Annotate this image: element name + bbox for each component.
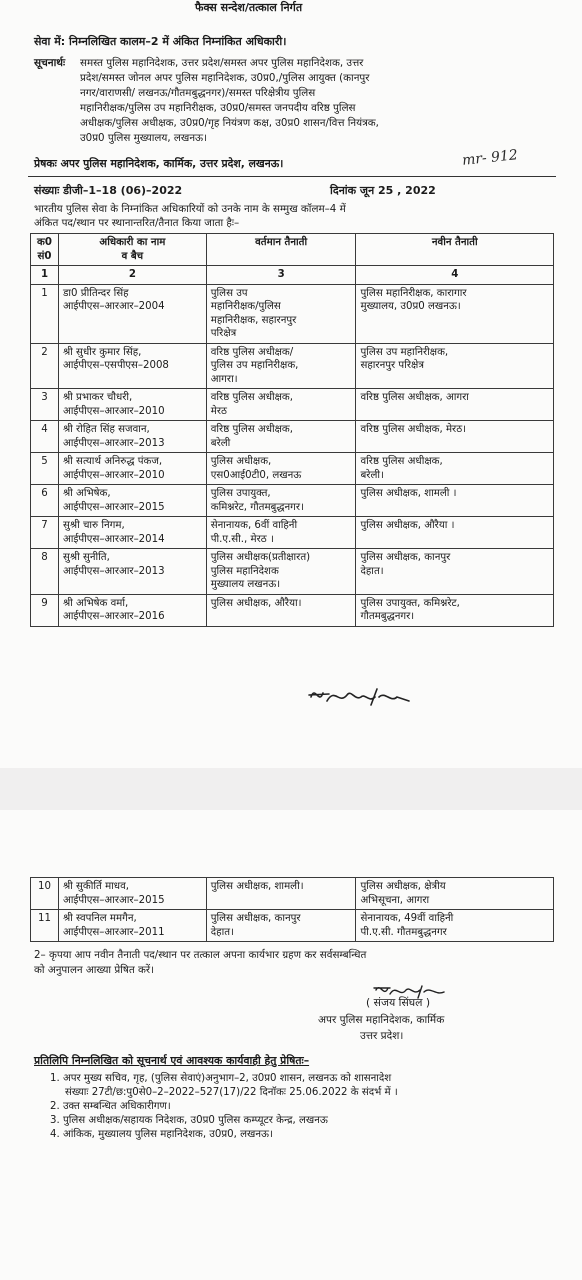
- cell-new-posting: [356, 421, 554, 453]
- header-serial: क0 सं0: [31, 234, 59, 266]
- header-new-posting: नवीन तैनाती: [356, 234, 554, 266]
- cell-current-posting: [206, 549, 356, 595]
- cell-serial: [31, 453, 59, 485]
- cell-text: 3: [41, 392, 48, 403]
- cell-text: पुलिस उप महानिरीक्षक,: [210, 360, 299, 371]
- cell-text: पुलिस उपायुक्त,: [210, 488, 271, 499]
- cell-text: पुलिस उप: [210, 287, 248, 299]
- handwritten-note: mr- 912: [461, 147, 519, 169]
- cell-current-posting: [206, 421, 356, 453]
- cell-text: मेरठ: [210, 405, 227, 417]
- copy-to-list: [50, 1072, 398, 1142]
- signatory-designation: अपर पुलिस महानिदेशक, कार्मिक: [318, 1014, 445, 1026]
- table-row: [31, 878, 554, 910]
- cell-new-posting: [356, 549, 554, 595]
- cell-text: पुलिस अधीक्षक,: [210, 456, 272, 467]
- cell-text: आईपीएस–एसपीएस–2008: [62, 360, 169, 371]
- cell-current-posting: [206, 517, 356, 549]
- cell-serial: [31, 549, 59, 595]
- table-row: [31, 517, 554, 549]
- cell-serial: [31, 910, 59, 942]
- column-number: 2: [58, 266, 206, 285]
- table-header-row: [31, 234, 554, 266]
- transfer-table: [30, 233, 554, 627]
- suchnarth-line: नगर/वाराणसी/ लखनऊ/गौतमबुद्धनगर)/समस्त परिक्षेत्रीय पुलिस: [80, 87, 316, 99]
- cell-text: कमिश्नरेट, गौतमबुद्धनगर।: [210, 501, 304, 513]
- cell-officer-name: [58, 343, 206, 389]
- table-row: [31, 453, 554, 485]
- cell-text: बरेली: [210, 437, 231, 449]
- cell-text: पुलिस अधीक्षक, कानपुर: [210, 913, 301, 924]
- cell-text: श्री प्रभाकर चौधरी,: [62, 392, 133, 403]
- cell-text: 7: [41, 520, 48, 531]
- cell-text: मुख्यालय, उ0प्र0 लखनऊ।: [360, 301, 461, 312]
- cell-text: श्री अभिषेक वर्मा,: [62, 597, 129, 609]
- cell-text: 9: [41, 597, 48, 609]
- header-current-posting: वर्तमान तैनाती: [206, 234, 356, 266]
- cell-text: पुलिस अधीक्षक, क्षेत्रीय: [360, 881, 446, 892]
- date-line: दिनांक जून 25 , 2022: [330, 184, 436, 197]
- cell-new-posting: [356, 517, 554, 549]
- column-number: 1: [31, 266, 59, 285]
- cell-current-posting: [206, 453, 356, 485]
- cell-officer-name: [58, 517, 206, 549]
- cell-serial: [31, 421, 59, 453]
- cell-text: पुलिस अधीक्षक, शामली ।: [360, 488, 457, 499]
- cell-text: वरिष्ठ पुलिस अधीक्षक,: [360, 456, 443, 467]
- table-row: [31, 389, 554, 421]
- cell-text: 8: [41, 552, 48, 563]
- copy-to-item: 3. पुलिस अधीक्षक/सहायक निदेशक, उ0प्र0 पुलिस कम्प्यूटर केन्द्र, लखनऊ: [50, 1115, 328, 1126]
- suchnarth-recipients: [80, 56, 550, 146]
- copy-to-item: 4. आंकिक, मुख्यालय पुलिस महानिदेशक, उ0प्र0, लखनऊ।: [50, 1129, 273, 1140]
- cell-text: 2: [41, 346, 48, 358]
- cell-new-posting: [356, 878, 554, 910]
- column-number: 3: [206, 266, 356, 285]
- cell-text: आईपीएस–आरआर–2014: [62, 533, 165, 545]
- cell-text: आईपीएस–आरआर–2004: [62, 301, 165, 312]
- cell-text: 1: [41, 287, 48, 299]
- cell-text: श्री सत्यार्थ अनिरुद्ध पंकज,: [62, 456, 163, 467]
- cell-new-posting: [356, 284, 554, 343]
- cell-serial: [31, 594, 59, 626]
- cell-officer-name: [58, 389, 206, 421]
- cell-current-posting: [206, 485, 356, 517]
- cell-text: वरिष्ठ पुलिस अधीक्षक, मेरठ।: [360, 424, 466, 435]
- header-officer-name: अधिकारी का नाम व बैच: [58, 234, 206, 266]
- cell-text: श्री स्वपनिल ममगैन,: [62, 913, 137, 924]
- signatory-place: उत्तर प्रदेश।: [360, 1030, 404, 1042]
- suchnarth-line: महानिरीक्षक/पुलिस उप महानिरीक्षक, उ0प्र0/समस्त जनपदीय वरिष्ठ पुलिस: [80, 102, 356, 114]
- table-row: [31, 910, 554, 942]
- suchnarth-line: प्रदेश/समस्त जोनल अपर पुलिस महानिदेशक, उ0प्र0,/पुलिस आयुक्त (कानपुर: [80, 72, 370, 84]
- cell-text: पुलिस उपायुक्त, कमिश्नरेट,: [360, 597, 460, 609]
- suchnarth-line: उ0प्र0 पुलिस मुख्यालय, लखनऊ।: [80, 132, 208, 144]
- sender-line: प्रेषकः अपर पुलिस महानिदेशक, कार्मिक, उत्तर प्रदेश, लखनऊ।: [34, 157, 284, 170]
- cell-current-posting: [206, 910, 356, 942]
- cell-text: आईपीएस–आरआर–2013: [62, 437, 165, 449]
- cell-text: वरिष्ठ पुलिस अधीक्षक,: [210, 392, 293, 403]
- cell-text: पुलिस अधीक्षक, औरैया।: [210, 597, 302, 609]
- cell-new-posting: [356, 389, 554, 421]
- cell-officer-name: [58, 878, 206, 910]
- cell-serial: [31, 284, 59, 343]
- cell-text: श्री रोहित सिंह सजवान,: [62, 424, 150, 435]
- cell-current-posting: [206, 594, 356, 626]
- cell-text: पी.ए.सी., मेरठ ।: [210, 533, 274, 545]
- cell-text: महानिरीक्षक, सहारनपुर: [210, 314, 297, 326]
- intro-line: भारतीय पुलिस सेवा के निम्नांकित अधिकारियों को उनके नाम के सम्मुख कॉलम–4 में: [34, 203, 346, 215]
- cell-text: पुलिस उप महानिरीक्षक,: [360, 346, 449, 358]
- cell-current-posting: [206, 343, 356, 389]
- cell-text: वरिष्ठ पुलिस अधीक्षक, आगरा: [360, 392, 469, 403]
- table-row: [31, 343, 554, 389]
- addressee-line: सेवा में: निम्नलिखित कालम–2 में अंकित निम्नांकित अधिकारी।: [34, 35, 287, 48]
- table-row: [31, 421, 554, 453]
- cell-text: आगरा।: [210, 373, 238, 385]
- table-body: [31, 284, 554, 626]
- cell-text: आईपीएस–आरआर–2015: [62, 894, 165, 906]
- cell-text: पुलिस अधीक्षक(प्रतीक्षारत): [210, 552, 311, 563]
- cell-text: अभिसूचना, आगरा: [360, 894, 430, 906]
- cell-text: पुलिस महानिरीक्षक, कारागार: [360, 287, 467, 299]
- instruction-paragraph: [34, 948, 366, 978]
- cell-text: सेनानायक, 49वीं वाहिनी: [360, 913, 454, 924]
- cell-text: 5: [41, 456, 48, 467]
- cell-text: 4: [41, 424, 48, 435]
- cell-new-posting: [356, 343, 554, 389]
- cell-new-posting: [356, 910, 554, 942]
- cell-text: बरेली।: [360, 469, 384, 481]
- table-row: [31, 284, 554, 343]
- cell-text: सुश्री चारु निगम,: [62, 520, 125, 531]
- suchnarth-line: अधीक्षक/पुलिस अधीक्षक, उ0प्र0/गृह नियंत्रण कक्ष, उ0प्र0 शासन/वित्त नियंत्रक,: [80, 117, 379, 129]
- cell-current-posting: [206, 284, 356, 343]
- cell-text: पी.ए.सी. गौतमबुद्धनगर: [360, 926, 447, 938]
- cell-text: 11: [37, 913, 51, 924]
- suchnarth-label: सूचनार्थः: [34, 57, 66, 69]
- instruction-line: को अनुपालन आख्या प्रेषित करें।: [34, 964, 155, 976]
- cell-text: देहात।: [210, 926, 234, 938]
- cell-officer-name: [58, 421, 206, 453]
- cell-text: आईपीएस–आरआर–2015: [62, 501, 165, 513]
- cell-text: महानिरीक्षक/पुलिस: [210, 301, 281, 312]
- transfer-table-continued: [30, 877, 554, 942]
- cell-text: आईपीएस–आरआर–2010: [62, 405, 165, 417]
- cell-text: डा0 प्रीतिन्दर सिंह: [62, 287, 129, 299]
- reference-number: संख्याः डीजी–1–18 (06)–2022: [34, 184, 183, 197]
- cell-text: वरिष्ठ पुलिस अधीक्षक/: [210, 346, 294, 358]
- copy-to-item: 1. अपर मुख्य सचिव, गृह, (पुलिस सेवाएं)अनुभाग–2, उ0प्र0 शासन, लखनऊ को शासनादेश: [50, 1073, 392, 1084]
- cell-text: पुलिस महानिदेशक: [210, 565, 279, 577]
- column-number: 4: [356, 266, 554, 285]
- cell-text: पुलिस अधीक्षक, कानपुर: [360, 552, 451, 563]
- cell-serial: [31, 343, 59, 389]
- table-row: [31, 549, 554, 595]
- fax-header-title: फैक्स सन्देश/तत्काल निर्गत: [195, 1, 303, 14]
- cell-officer-name: [58, 284, 206, 343]
- cell-text: श्री सुधीर कुमार सिंह,: [62, 346, 142, 358]
- cell-text: परिक्षेत्र: [210, 328, 237, 339]
- cell-serial: [31, 485, 59, 517]
- cell-text: वरिष्ठ पुलिस अधीक्षक,: [210, 424, 293, 435]
- cell-text: श्री अभिषेक,: [62, 488, 111, 499]
- column-number-row: [31, 266, 554, 285]
- instruction-line: 2– कृपया आप नवीन तैनाती पद/स्थान पर तत्काल अपना कार्यभार ग्रहण कर सर्वसम्बन्धित: [34, 949, 367, 961]
- table-body: [31, 878, 554, 942]
- cell-serial: [31, 878, 59, 910]
- cell-text: आईपीएस–आरआर–2011: [62, 926, 165, 938]
- cell-officer-name: [58, 910, 206, 942]
- signatory-name: ( संजय सिंघल ): [366, 996, 431, 1009]
- cell-text: सहारनपुर परिक्षेत्र: [360, 360, 424, 371]
- cell-text: एस0आई0टी0, लखनऊ: [210, 469, 302, 481]
- cell-serial: [31, 517, 59, 549]
- cell-officer-name: [58, 453, 206, 485]
- copy-to-item: संख्याः 27टी/छ:पु0से0–2–2022–527(17)/22 दिनॉकः 25.06.2022 के संदर्भ में ।: [65, 1087, 398, 1098]
- cell-text: आईपीएस–आरआर–2010: [62, 469, 165, 481]
- cell-text: 6: [41, 488, 48, 499]
- cell-text: श्री सुकीर्ति माधव,: [62, 881, 129, 892]
- suchnarth-line: समस्त पुलिस महानिदेशक, उत्तर प्रदेश/समस्त अपर पुलिस महानिदेशक, उत्तर: [80, 57, 364, 69]
- cell-new-posting: [356, 453, 554, 485]
- cell-text: गौतमबुद्धनगर।: [360, 611, 415, 622]
- table-row: [31, 594, 554, 626]
- cell-new-posting: [356, 594, 554, 626]
- cell-text: पुलिस अधीक्षक, औरैया ।: [360, 520, 455, 531]
- divider: [28, 176, 556, 177]
- cell-text: आईपीएस–आरआर–2016: [62, 611, 165, 622]
- cell-text: मुख्यालय लखनऊ।: [210, 579, 281, 590]
- cell-text: सेनानायक, 6वीं वाहिनी: [210, 520, 298, 531]
- cell-serial: [31, 389, 59, 421]
- cell-officer-name: [58, 594, 206, 626]
- cell-text: पुलिस अधीक्षक, शामली।: [210, 881, 304, 892]
- cell-text: देहात।: [360, 565, 384, 577]
- cell-current-posting: [206, 389, 356, 421]
- intro-paragraph: [34, 202, 534, 230]
- cell-officer-name: [58, 485, 206, 517]
- copy-to-heading: प्रतिलिपि निम्नलिखित को सूचनार्थ एवं आवश्यक कार्यवाही हेतु प्रेषितः–: [34, 1054, 310, 1067]
- cell-text: आईपीएस–आरआर–2013: [62, 565, 165, 577]
- cell-new-posting: [356, 485, 554, 517]
- cell-text: 10: [37, 881, 51, 892]
- table-row: [31, 485, 554, 517]
- cell-current-posting: [206, 878, 356, 910]
- cell-text: सुश्री सुनीति,: [62, 552, 110, 563]
- cell-officer-name: [58, 549, 206, 595]
- intro-line: अंकित पद/स्थान पर स्थानान्तरित/तैनात किया जाता हैः–: [34, 217, 240, 229]
- copy-to-item: 2. उक्त सम्बन्धित अधिकारीगण।: [50, 1101, 171, 1112]
- signature-mark: [305, 675, 415, 715]
